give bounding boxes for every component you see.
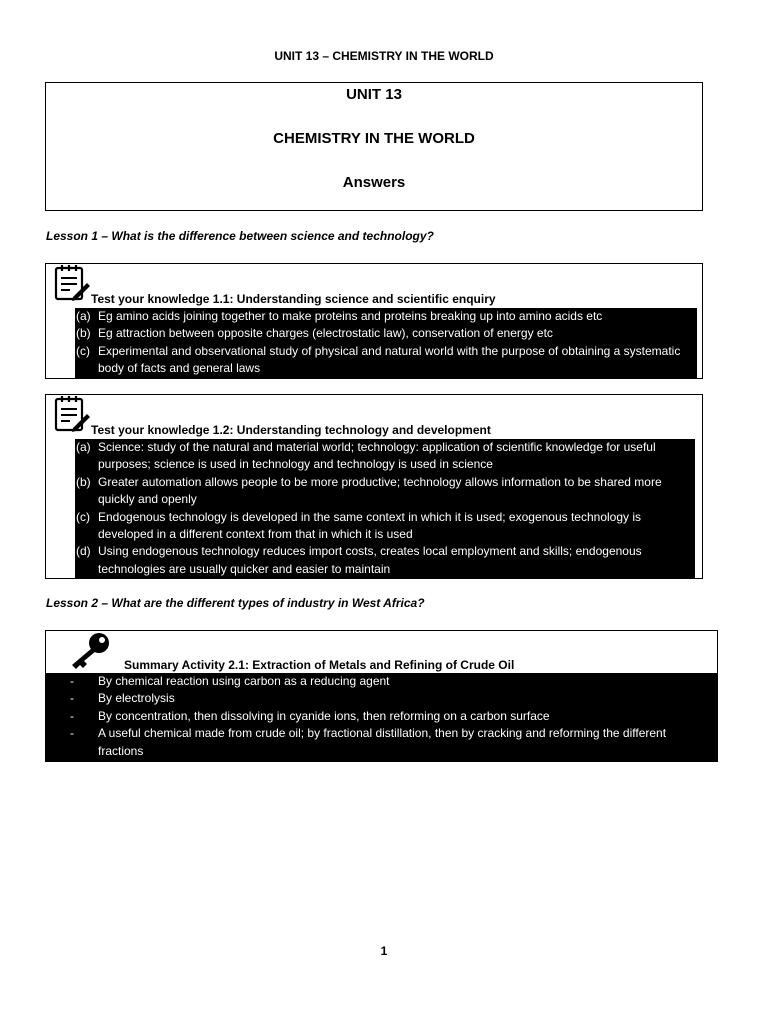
- summary-activity-2-1-box: [45, 630, 718, 762]
- answer-text: Using endogenous technology reduces import costs, creates local employment and skills; endogenous technologies are usually quicker and easier to maintain: [98, 544, 642, 576]
- answer-text: Experimental and observational study of physical and natural world with the purpose of obtaining a systematic body of facts and general laws: [98, 343, 681, 376]
- list-item: [46, 673, 709, 690]
- lesson-2-heading: Lesson 2 – What are the different types of industry in West Africa?: [46, 596, 425, 610]
- page-number: 1: [380, 944, 388, 958]
- answer-label: (a): [76, 309, 91, 323]
- answer-text: Eg amino acids joining together to make proteins and proteins breaking up into amino acids etc: [98, 309, 603, 323]
- list-item: [46, 708, 709, 725]
- test-knowledge-1-1-heading: Test your knowledge 1.1: Understanding science and scientific enquiry: [91, 292, 496, 306]
- bullet-text: By concentration, then dissolving in cyanide ions, then reforming on a carbon surface: [98, 708, 550, 723]
- answer-item: [75, 325, 695, 342]
- summary-activity-2-1-heading: Summary Activity 2.1: Extraction of Metals and Refining of Crude Oil: [124, 658, 515, 672]
- answer-item: [75, 343, 695, 378]
- notepad-pencil-icon: [52, 264, 92, 304]
- bullet-text: By electrolysis: [98, 691, 175, 706]
- title-box: [45, 82, 703, 211]
- test-knowledge-1-2-heading: Test your knowledge 1.2: Understanding technology and development: [91, 423, 491, 437]
- bullet-text: A useful chemical made from crude oil; by fractional distillation, then by cracking and reforming the different fractions: [98, 726, 667, 758]
- answer-label: (c): [76, 343, 90, 358]
- running-header: UNIT 13 – CHEMISTRY IN THE WORLD: [274, 49, 494, 63]
- bullet-list: [46, 673, 717, 761]
- list-item: [46, 690, 709, 707]
- bullet-text: By chemical reaction using carbon as a reducing agent: [98, 674, 390, 688]
- bullet-dash: -: [70, 708, 74, 723]
- answer-item: [75, 509, 693, 544]
- answer-label: (c): [76, 509, 90, 524]
- answer-label: (b): [76, 326, 91, 341]
- answer-list: [75, 308, 697, 378]
- answer-text: Eg attraction between opposite charges (electrostatic law), conservation of energy etc: [98, 326, 553, 341]
- test-knowledge-1-2-box: [45, 394, 703, 579]
- answer-item: [75, 308, 695, 325]
- bullet-dash: -: [70, 726, 74, 741]
- answer-item: [75, 543, 693, 578]
- answer-item: [75, 474, 693, 509]
- key-icon: [68, 631, 112, 671]
- unit-number: UNIT 13: [346, 86, 402, 103]
- answer-label: (b): [76, 474, 91, 489]
- answer-list: [75, 439, 695, 578]
- answer-text: Greater automation allows people to be more productive; technology allows information to be shared more quickly and openly: [98, 474, 662, 507]
- unit-subtitle: Answers: [342, 174, 406, 191]
- test-knowledge-1-1-box: [45, 263, 703, 379]
- answer-label: (d): [76, 544, 91, 559]
- answer-text: Science: study of the natural and material world; technology: application of scientific knowledge for useful purposes; science is used in technology and technology is used in science: [98, 440, 656, 472]
- answer-item: [75, 439, 693, 474]
- answer-text: Endogenous technology is developed in the same context in which it is used; exogenous technology is developed in a different context from that in which it is used: [98, 509, 642, 542]
- unit-title: CHEMISTRY IN THE WORLD: [273, 130, 475, 147]
- answer-label: (a): [76, 440, 91, 454]
- bullet-dash: -: [70, 674, 74, 688]
- bullet-dash: -: [70, 691, 74, 706]
- lesson-1-heading: Lesson 1 – What is the difference between science and technology?: [46, 229, 434, 243]
- notepad-pencil-icon: [52, 395, 92, 435]
- list-item: [46, 725, 709, 760]
